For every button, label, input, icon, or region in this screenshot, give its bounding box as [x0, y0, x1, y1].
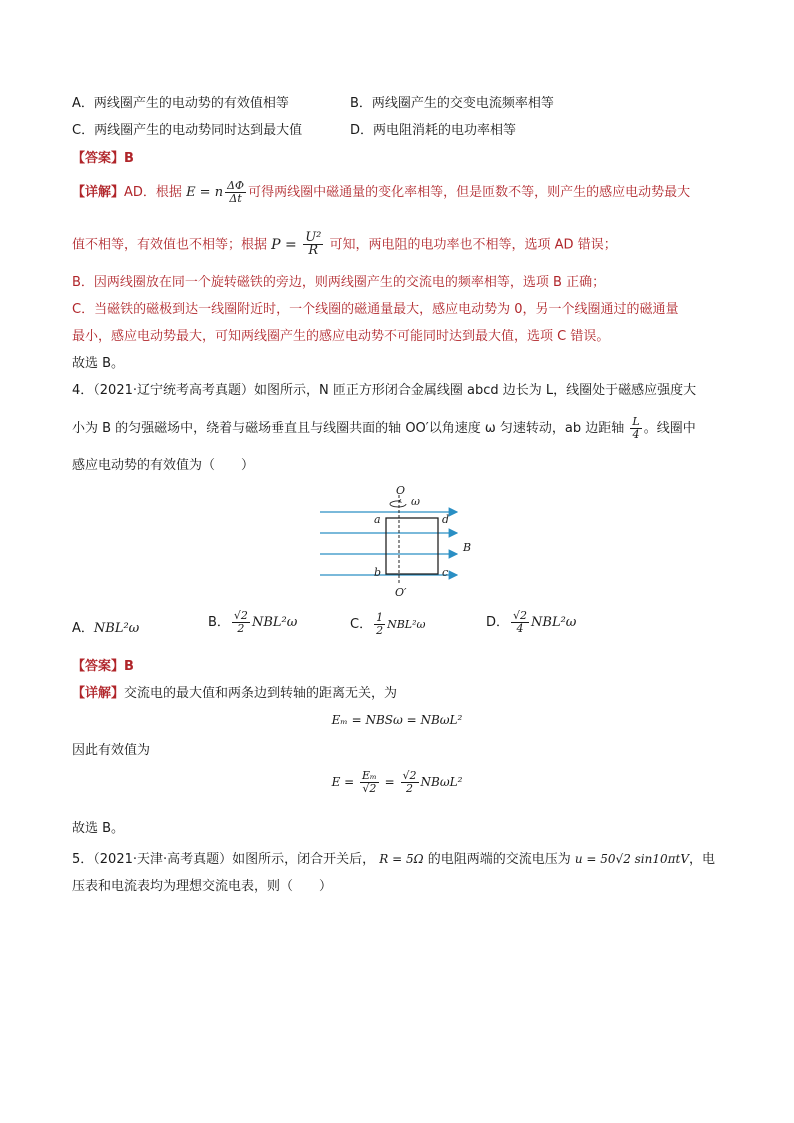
- coil-in-field-diagram: [315, 485, 480, 600]
- stem-text: 的电阻两端的交流电压为: [427, 852, 571, 867]
- q5-stem-line2: 压表和电流表均为理想交流电表，则（ ）: [72, 879, 333, 894]
- q3-detail-line5: 最小，感应电动势最大，可知两线圈产生的感应电动势不可能同时达到最大值，选项 C 错误。: [72, 329, 610, 344]
- q4-stem-line2: [72, 416, 696, 441]
- power-formula: P = $\frac{\text{U²}}{R}$: [271, 230, 322, 258]
- q3-answer: [72, 150, 134, 168]
- rotation-arrow-icon: [390, 501, 406, 507]
- option-expr: NBL²ω: [251, 615, 298, 630]
- label-c: c: [442, 566, 449, 579]
- detail-text: 可知，两电阻的电功率也不相等，选项 AD 错误；: [329, 237, 617, 253]
- q4-detail-line1: [72, 685, 397, 703]
- label-b: b: [374, 566, 382, 579]
- q4-option-d: [486, 610, 576, 635]
- option-expr: NBL²ω: [531, 615, 577, 630]
- answer-value: B: [124, 659, 134, 674]
- q4-option-a: [72, 620, 139, 638]
- label-omega: ω: [411, 495, 420, 508]
- option-label: C．: [350, 617, 373, 632]
- q4-option-c: [350, 612, 425, 637]
- faraday-formula: E = n $\frac{\Delta\Phi}{\Delta t}$: [186, 179, 245, 205]
- label-o-prime: O′: [395, 586, 407, 599]
- q4-equation-max: Eₘ = NBSω = NBωL²: [331, 713, 463, 727]
- stem-text: 5．（2021·天津·高考真题）如图所示，闭合开关后，: [72, 852, 376, 867]
- voltage-expr: u = 50√2 sin10πtV: [574, 852, 690, 866]
- eq-tail: NBωL²: [420, 775, 463, 789]
- q3-detail-line1: [72, 180, 690, 205]
- sqrt2-over-2: $\frac{√2}{2}$: [233, 609, 248, 635]
- resistance-expr: R = 5Ω: [379, 852, 424, 866]
- q4-stem-line1: 4．（2021·辽宁统考高考真题）如图所示，N 匝正方形闭合金属线圈 abcd 边长为 L，线圈处于磁感应强度大: [72, 383, 697, 398]
- q3-option-c: C．两线圈产生的电动势同时达到最大值: [72, 123, 303, 138]
- q3-conclusion: 故选 B。: [72, 356, 125, 371]
- option-label: B．: [208, 615, 230, 630]
- label-d: d: [442, 513, 450, 526]
- label-a: a: [374, 513, 381, 526]
- q5-stem-line1: [72, 850, 715, 869]
- detail-text: AD．根据: [124, 185, 182, 200]
- option-expr: NBL²ω: [387, 618, 426, 631]
- q3-detail-line2: [72, 232, 617, 257]
- square-coil: [386, 518, 438, 574]
- answer-tag: 【答案】: [72, 151, 125, 166]
- option-label: A．: [72, 621, 94, 636]
- stem-text: 。线圈中: [643, 421, 696, 436]
- stem-text: 小为 B 的匀强磁场中，绕着与磁场垂直且与线圈共面的轴 OO′以角速度 ω 匀速转动，ab 边距轴: [72, 421, 625, 436]
- q4-equation-effective: E = $\frac{\text{Eₘ}}{√2}$ = $\frac{√2}{2}$ NBωL²: [331, 769, 463, 795]
- q3-option-b: B．两线圈产生的交变电流频率相等: [350, 96, 554, 111]
- sqrt2-over-4: $\frac{√2}{4}$: [513, 609, 528, 635]
- q3-detail-line3: B．因两线圈放在同一个旋转磁铁的旁边，则两线圈产生的交流电的频率相等，选项 B 正确；: [72, 275, 606, 290]
- one-half: $\frac{1}{2}$: [376, 611, 384, 637]
- option-label: D．: [486, 615, 510, 630]
- q3-option-a: A．两线圈产生的电动势的有效值相等: [72, 96, 289, 111]
- q4-conclusion: 故选 B。: [72, 821, 125, 836]
- detail-text: 可得两线圈中磁通量的变化率相等，但是匝数不等，则产生的感应电动势最大: [248, 185, 691, 200]
- q3-option-d: D．两电阻消耗的电功率相等: [350, 123, 517, 138]
- l-over-4: $\frac{L}{4}$: [632, 415, 640, 441]
- label-o: O: [396, 485, 406, 497]
- detail-text: 交流电的最大值和两条边到转轴的距离无关，为: [124, 686, 398, 701]
- q3-detail-line4: C．当磁铁的磁极到达一线圈附近时，一个线圈的磁通量最大，感应电动势为 0，另一个线圈通过的磁通量: [72, 302, 679, 317]
- q4-detail-line2: 因此有效值为: [72, 743, 151, 758]
- q4-stem-line3: 感应电动势的有效值为（ ）: [72, 458, 255, 473]
- q4-option-b: [208, 610, 297, 635]
- detail-tag: 【详解】: [72, 185, 125, 200]
- answer-value: B: [124, 151, 134, 166]
- option-expr: NBL²ω: [93, 621, 140, 636]
- answer-tag: 【答案】: [72, 659, 125, 674]
- q4-answer: [72, 658, 134, 676]
- detail-tag: 【详解】: [72, 686, 125, 701]
- label-field-b: B: [463, 541, 472, 554]
- detail-text: 值不相等，有效值也不相等；根据: [72, 237, 268, 253]
- stem-text: ，电: [689, 852, 716, 867]
